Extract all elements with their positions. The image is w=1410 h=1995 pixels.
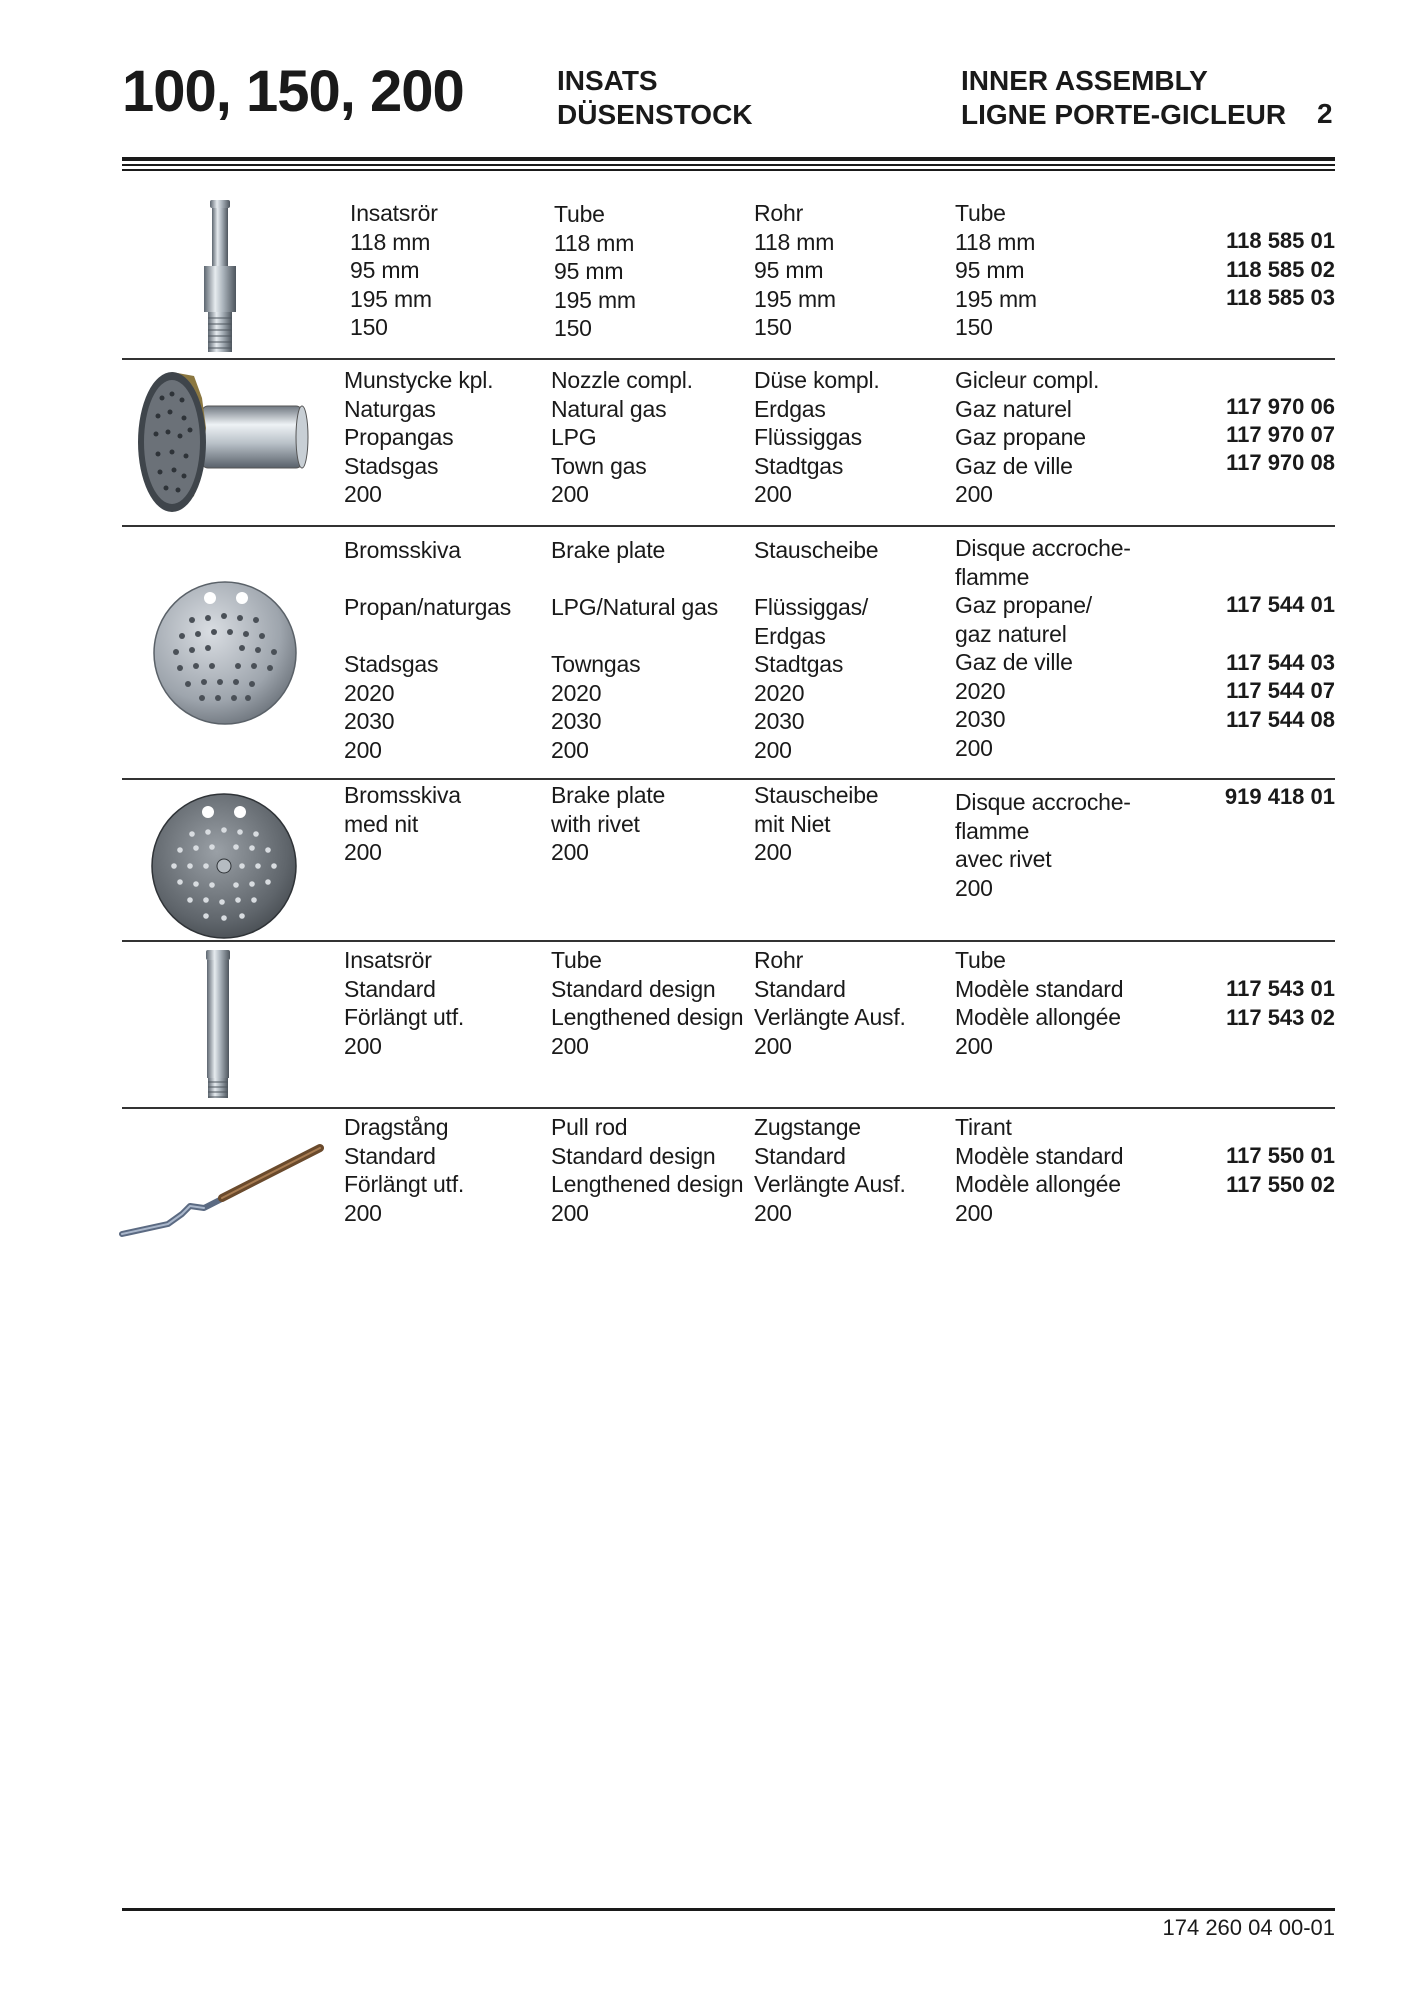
part-number: 117 543 01 [1226, 976, 1335, 1001]
part-2-english: Nozzle compl. Natural gas LPG Town gas 200 [551, 367, 693, 507]
part-number: 919 418 01 [1224, 784, 1335, 809]
part-2-german: Düse kompl. Erdgas Flüssiggas Stadtgas 200 [754, 367, 880, 507]
row-divider [122, 358, 1335, 360]
page-number: 2 [1317, 98, 1333, 129]
part-number: 117 550 02 [1226, 1172, 1335, 1197]
model-numbers: 100, 150, 200 [122, 59, 464, 124]
part-number: 118 585 03 [1226, 285, 1335, 310]
part-number: 117 550 01 [1226, 1143, 1335, 1168]
row-divider [122, 778, 1335, 780]
brake-plate-rivet-icon [150, 792, 298, 940]
insert-tube-icon [200, 950, 236, 1098]
title-en-fr [961, 64, 1286, 132]
title-sv-de [557, 64, 753, 132]
part-number: 117 544 07 [1226, 678, 1335, 703]
part-4-french: Disque accroche- flamme avec rivet 200 [955, 789, 1131, 901]
row-divider [122, 525, 1335, 527]
part-number: 117 544 03 [1226, 650, 1335, 675]
part-number: 117 970 07 [1226, 422, 1335, 447]
part-4-german: Stauscheibe mit Niet 200 [754, 782, 879, 865]
part-1-german: Rohr 118 mm 95 mm 195 mm 150 [754, 200, 836, 340]
part-6-swedish: Dragstång Standard Förlängt utf. 200 [344, 1114, 465, 1226]
footer-rule [122, 1908, 1335, 1911]
nozzle-assembly-icon [132, 368, 312, 516]
part-2-swedish: Munstycke kpl. Naturgas Propangas Stadsgas 200 [344, 367, 494, 507]
title-french: LIGNE PORTE-GICLEUR [961, 99, 1287, 130]
part-number: 118 585 01 [1226, 228, 1335, 253]
part-1-english: Tube 118 mm 95 mm 195 mm 150 [554, 201, 636, 341]
part-number: 118 585 02 [1226, 257, 1335, 282]
part-1-french: Tube 118 mm 95 mm 195 mm 150 [955, 200, 1037, 340]
part-number: 117 970 08 [1226, 450, 1335, 475]
part-4-swedish: Bromsskiva med nit 200 [344, 782, 461, 865]
header-rule-thin [122, 169, 1335, 171]
part-3-german: Stauscheibe Flüssiggas/ Erdgas Stadtgas 2020 2030 200 [754, 537, 879, 763]
part-5-swedish: Insatsrör Standard Förlängt utf. 200 [344, 947, 465, 1059]
header-rule-thick [122, 157, 1335, 161]
part-3-english: Brake plate LPG/Natural gas Towngas 2020 2030 200 [551, 537, 719, 763]
header-rule-mid [122, 164, 1335, 166]
part-6-english: Pull rod Standard design Lengthened design 200 [551, 1114, 744, 1226]
title-english: INNER ASSEMBLY [961, 65, 1208, 96]
part-number: 117 970 06 [1226, 394, 1335, 419]
part-number: 117 544 01 [1226, 592, 1335, 617]
row-divider [122, 1107, 1335, 1109]
part-number: 117 544 08 [1226, 707, 1335, 732]
pull-rod-icon [118, 1140, 328, 1240]
part-number: 117 543 02 [1226, 1005, 1335, 1030]
part-5-french: Tube Modèle standard Modèle allongée 200 [955, 947, 1124, 1059]
brake-plate-icon [152, 580, 298, 726]
title-german: DÜSENSTOCK [557, 99, 753, 130]
title-swedish: INSATS [557, 65, 658, 96]
part-3-french: Disque accroche- flamme Gaz propane/ gaz naturel Gaz de ville 2020 2030 200 [955, 535, 1131, 761]
part-6-german: Zugstange Standard Verlängte Ausf. 200 [754, 1114, 906, 1226]
part-1-swedish: Insatsrör 118 mm 95 mm 195 mm 150 [350, 200, 438, 340]
row-divider [122, 940, 1335, 942]
part-4-english: Brake plate with rivet 200 [551, 782, 666, 865]
part-3-swedish: Bromsskiva Propan/naturgas Stadsgas 2020 2030 200 [344, 537, 512, 763]
nozzle-tube-icon [190, 200, 250, 352]
part-2-french: Gicleur compl. Gaz naturel Gaz propane Gaz de ville 200 [955, 367, 1100, 507]
part-5-english: Tube Standard design Lengthened design 200 [551, 947, 744, 1059]
part-6-french: Tirant Modèle standard Modèle allongée 200 [955, 1114, 1124, 1226]
document-number: 174 260 04 00-01 [1162, 1915, 1335, 1940]
part-5-german: Rohr Standard Verlängte Ausf. 200 [754, 947, 906, 1059]
